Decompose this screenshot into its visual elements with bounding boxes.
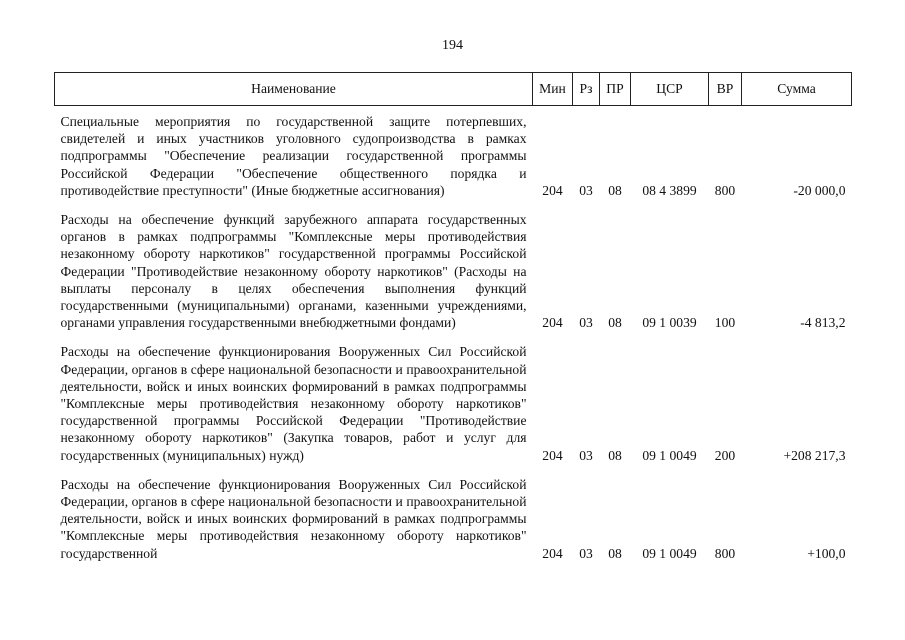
row-csr: 09 1 0039: [642, 315, 697, 331]
row-pr: 08: [608, 182, 622, 198]
row-name: Расходы на обеспечение функционирования Вооруженных Сил Российской Федерации, органов в сфере национальной безопасности и правоохранительной деятельности, войск и иных воинских формирований в рамках подпрограммы "Комплексные меры противодействия незаконному обороту наркотиков" государственной программы Российской Федерации "Противодействие незаконному обороту наркотиков" (Закупка товаров, работ и услуг для государственных (муниципальных) нужд): [60, 344, 527, 463]
row-pr: 08: [608, 447, 622, 463]
header-min: Мин: [533, 73, 573, 106]
row-sum: +208 217,3: [783, 447, 846, 463]
row-rz: 03: [579, 545, 593, 561]
row-csr: 08 4 3899: [642, 182, 697, 198]
table-body: [55, 106, 852, 562]
row-csr: 09 1 0049: [642, 545, 697, 561]
row-pr: 08: [608, 315, 622, 331]
row-min: 204: [542, 447, 563, 463]
table-row: [55, 106, 852, 205]
row-name: Расходы на обеспечение функций зарубежного аппарата государственных органов в рамках подпрограммы "Комплексные меры противодействия незаконному обороту наркотиков" государственной программы Российской Федерации "Противодействие незаконному обороту наркотиков" (Расходы на выплаты персоналу в целях обеспечения выполнения функций государственными (муниципальными) органами, казенными учреждениями, органами управления государственными внебюджетными фондами): [60, 212, 527, 331]
table-row: [55, 204, 852, 336]
page-number: 194: [442, 38, 463, 53]
header-sum: Сумма: [742, 73, 852, 106]
table-row: [55, 469, 852, 562]
budget-table: [54, 72, 852, 562]
row-min: 204: [542, 182, 563, 198]
row-rz: 03: [579, 315, 593, 331]
header-row: [55, 73, 852, 106]
row-name: Расходы на обеспечение функционирования Вооруженных Сил Российской Федерации, органов в сфере национальной безопасности и правоохранительной деятельности, войск и иных воинских формирований в рамках подпрограммы "Комплексные меры противодействия незаконному обороту наркотиков" государственной: [60, 476, 527, 561]
row-vr: 800: [714, 545, 736, 561]
row-sum: -4 813,2: [800, 315, 846, 331]
row-min: 204: [542, 315, 563, 331]
row-pr: 08: [608, 545, 622, 561]
row-rz: 03: [579, 182, 593, 198]
row-sum: +100,0: [807, 545, 846, 561]
header-rz: Рз: [573, 73, 600, 106]
row-csr: 09 1 0049: [642, 447, 697, 463]
table-header: [55, 73, 852, 106]
row-sum: -20 000,0: [793, 182, 846, 198]
header-pr: ПР: [600, 73, 631, 106]
row-vr: 800: [714, 182, 736, 198]
header-name: Наименование: [55, 73, 533, 106]
row-vr: 100: [714, 315, 736, 331]
row-min: 204: [542, 545, 563, 561]
header-vr: ВР: [709, 73, 742, 106]
table-row: [55, 336, 852, 468]
row-vr: 200: [714, 447, 736, 463]
row-name: Специальные мероприятия по государственной защите потерпевших, свидетелей и иных участников уголовного судопроизводства в рамках подпрограммы "Обеспечение реализации государственной программы Российской Федерации "Обеспечение общественного порядка и противодействие преступности" (Иные бюджетные ассигнования): [60, 114, 527, 198]
header-csr: ЦСР: [631, 73, 709, 106]
row-rz: 03: [579, 447, 593, 463]
